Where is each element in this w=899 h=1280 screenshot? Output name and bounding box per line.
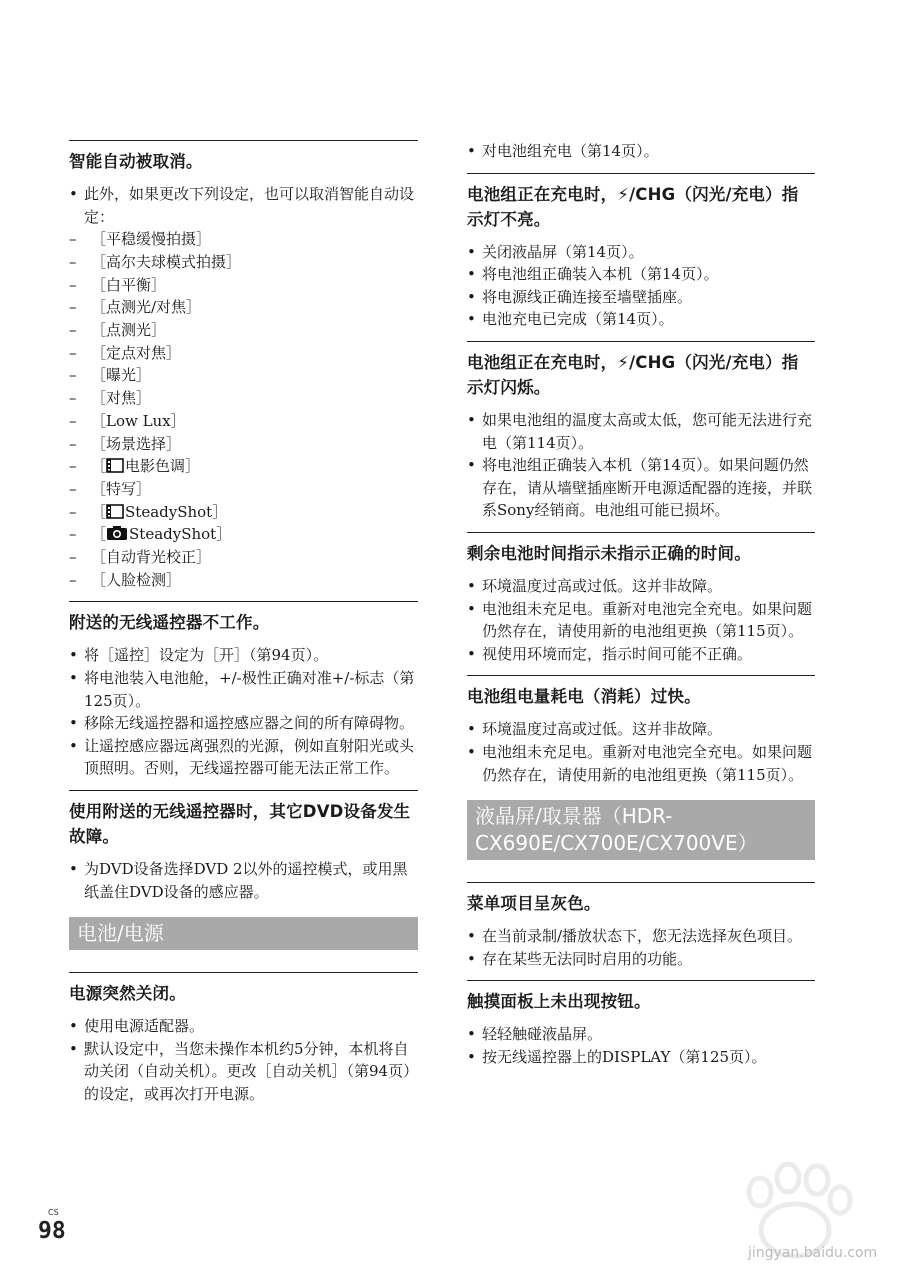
section-heading: 智能自动被取消。: [69, 152, 203, 171]
list-item: • 使用电源适配器。: [69, 1015, 418, 1038]
section-heading: 菜单项目呈灰色。: [467, 894, 601, 914]
settings-list: [69, 228, 418, 591]
category-banner: [467, 800, 815, 860]
list-item: • 如果电池组的温度太高或太低，您可能无法进行充电（第114页）。: [467, 409, 815, 454]
section-smart-auto-cancelled: [69, 140, 418, 591]
list-item: – ［自动背光校正］: [69, 546, 418, 569]
right-column: [467, 140, 815, 1078]
list-item: • 按无线遥控器上的DISPLAY（第125页）。: [467, 1046, 815, 1069]
section-heading: 电池组正在充电时，⚡/CHG（闪光/充电）指示灯不亮。: [467, 184, 799, 229]
list-item: – ［场景选择］: [69, 433, 418, 456]
list-item: – ［ SteadyShot］: [69, 523, 418, 546]
camera-icon: [106, 525, 128, 541]
list-item: – ［高尔夫球模式拍摄］: [69, 251, 418, 274]
bullet-list: [69, 858, 418, 903]
list-item: • 关闭液晶屏（第14页）。: [467, 241, 815, 264]
section-charge-lamp-flashing: [467, 341, 815, 522]
list-item: – ［特写］: [69, 478, 418, 501]
section-charge-lamp-off: [467, 173, 815, 331]
bullet-list: [467, 575, 815, 665]
list-item: • 在当前录制/播放状态下，您无法选择灰色项目。: [467, 925, 815, 948]
list-item: • 为DVD设备选择DVD 2以外的遥控模式，或用黑纸盖住DVD设备的感应器。: [69, 858, 418, 903]
watermark-text: jingyan.baidu.com: [748, 1245, 878, 1261]
category-banner: [69, 917, 418, 950]
list-item: • 将电池装入电池舱，+/-极性正确对准+/-标志（第125页）。: [69, 667, 418, 712]
list-item: – ［曝光］: [69, 364, 418, 387]
section-touch-panel-buttons: [467, 980, 815, 1068]
list-item: • 将电池组正确装入本机（第14页）。如果问题仍然存在，请从墙壁插座断开电源适配器的连接，并联系Sony经销商。电池组可能已损坏。: [467, 454, 815, 522]
list-item: • 视使用环境而定，指示时间可能不正确。: [467, 643, 815, 666]
list-item: – ［点测光］: [69, 319, 418, 342]
section-heading: 触摸面板上未出现按钮。: [467, 992, 651, 1012]
film-icon: [106, 504, 124, 519]
bullet-list: [467, 140, 815, 163]
bullet-list: [69, 1015, 418, 1105]
list-item: – ［对焦］: [69, 387, 418, 410]
list-item: – ［点测光/对焦］: [69, 296, 418, 319]
list-item: • 环境温度过高或过低。这并非故障。: [467, 718, 815, 741]
left-column: [69, 140, 418, 1116]
section-heading: 电池组电量耗电（消耗）过快。: [467, 687, 701, 707]
bullet-list: [467, 925, 815, 970]
list-item: • 默认设定中，当您未操作本机约5分钟，本机将自动关闭（自动关机）。更改［自动关机］（第94页）的设定，或再次打开电源。: [69, 1038, 418, 1106]
section-heading: 附送的无线遥控器不工作。: [69, 613, 270, 633]
section-heading: 电池组正在充电时，⚡/CHG（闪光/充电）指示灯闪烁。: [467, 352, 799, 397]
section-heading: 剩余电池时间指示未指示正确的时间。: [467, 543, 751, 563]
list-item: • 存在某些无法同时启用的功能。: [467, 948, 815, 971]
list-item: – ［Low Lux］: [69, 410, 418, 433]
bullet-list: [467, 1023, 815, 1068]
page-number: 98: [38, 1218, 66, 1244]
list-item: • 将电池组正确装入本机（第14页）。: [467, 263, 815, 286]
bullet-list: [69, 183, 418, 591]
bullet-list: [467, 718, 815, 786]
section-dvd-malfunction: [69, 790, 418, 903]
list-item: • 此外，如果更改下列设定，也可以取消智能自动设定： – ［平稳缓慢拍摄］ – ［高尔夫球模式拍摄］ – ［白平衡］ – ［点测光/对焦］ – ［点测光］ – ［定点对焦］ – ［曝光］ – ［对焦］ – ［Low Lux］ – ［场景选择］ – ［ 电影色调］ – ［特写］ – ［ SteadyShot］ – ［ SteadyShot］ – ［自动背光校正］ – ［人脸检测］: [69, 183, 418, 591]
bullet-list: [69, 644, 418, 780]
list-item: – ［人脸检测］: [69, 569, 418, 592]
section-heading: 使用附送的无线遥控器时，其它DVD设备发生故障。: [69, 802, 411, 846]
list-item: – ［平稳缓慢拍摄］: [69, 228, 418, 251]
list-item: • 电池充电已完成（第14页）。: [467, 308, 815, 331]
list-item: • 轻轻触碰液晶屏。: [467, 1023, 815, 1046]
section-power-off: [69, 972, 418, 1105]
list-item: – ［定点对焦］: [69, 342, 418, 365]
section-menu-greyed: [467, 882, 815, 970]
list-item: – ［ SteadyShot］: [69, 501, 418, 524]
section-remote-not-working: [69, 601, 418, 780]
list-item: – ［ 电影色调］: [69, 455, 418, 478]
section-continued: [467, 140, 815, 163]
list-item: • 对电池组充电（第14页）。: [467, 140, 815, 163]
list-item: • 将［遥控］设定为［开］（第94页）。: [69, 644, 418, 667]
list-item: • 电池组未充足电。重新对电池完全充电。如果问题仍然存在，请使用新的电池组更换（第115页）。: [467, 741, 815, 786]
section-battery-drains-fast: [467, 675, 815, 786]
list-item: • 将电源线正确连接至墙壁插座。: [467, 286, 815, 309]
list-item: • 环境温度过高或过低。这并非故障。: [467, 575, 815, 598]
section-battery-time-incorrect: [467, 532, 815, 665]
banner-title: 电池/电源: [69, 917, 418, 950]
list-item: – ［白平衡］: [69, 274, 418, 297]
bullet-list: [467, 241, 815, 331]
list-item: • 电池组未充足电。重新对电池完全充电。如果问题仍然存在，请使用新的电池组更换（第115页）。: [467, 598, 815, 643]
banner-title: 液晶屏/取景器（HDR-CX690E/CX700E/CX700VE）: [467, 800, 815, 860]
film-icon: [106, 458, 124, 473]
bullet-list: [467, 409, 815, 522]
section-heading: 电源突然关闭。: [69, 984, 186, 1004]
language-code: CS: [48, 1208, 59, 1217]
list-item: • 移除无线遥控器和遥控感应器之间的所有障碍物。: [69, 712, 418, 735]
list-item: • 让遥控感应器远离强烈的光源，例如直射阳光或头顶照明。否则，无线遥控器可能无法正常工作。: [69, 735, 418, 780]
